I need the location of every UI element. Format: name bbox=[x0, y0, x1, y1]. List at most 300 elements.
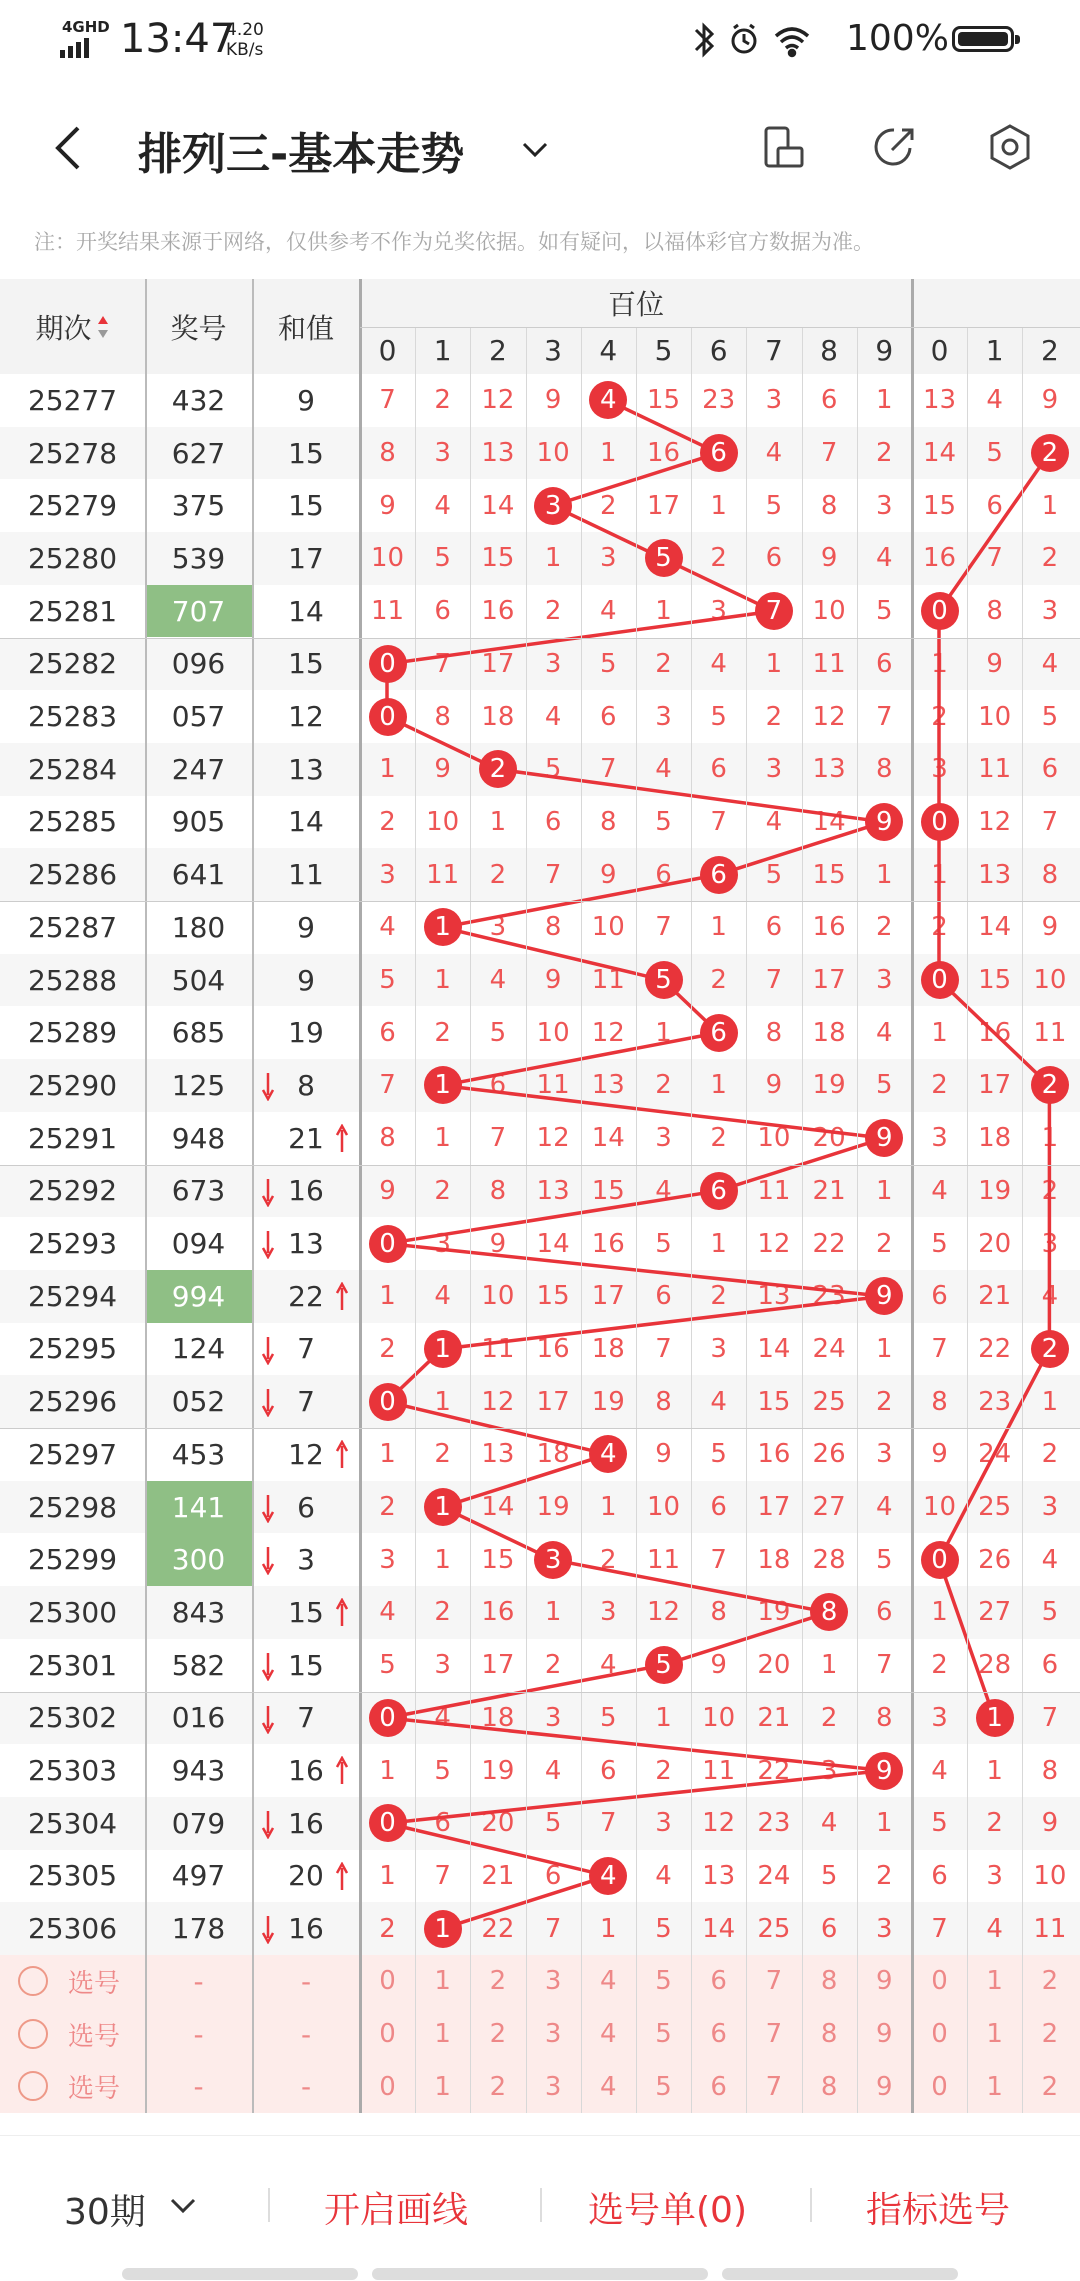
pick-digit[interactable]: 4 bbox=[600, 2019, 617, 2050]
header-digit-tens: 1 bbox=[985, 334, 1004, 367]
miss-count: 26 bbox=[812, 1439, 846, 1470]
hundreds-cell bbox=[581, 1692, 636, 1745]
miss-count: 2 bbox=[434, 1439, 451, 1470]
pick-digit[interactable]: 2 bbox=[1041, 2071, 1059, 2102]
tens-cell bbox=[967, 1006, 1022, 1059]
winning-number-cell: 504 bbox=[171, 963, 226, 997]
tens-cell bbox=[967, 1797, 1022, 1850]
header-digit: 8 bbox=[820, 334, 838, 367]
miss-count: 23 bbox=[702, 385, 736, 416]
miss-count: 2 bbox=[710, 1123, 727, 1154]
arrow-down-icon bbox=[262, 1387, 274, 1417]
hundreds-cell bbox=[857, 1902, 912, 1955]
period-cell: 25286 bbox=[27, 858, 118, 892]
miss-count: 16 bbox=[536, 1333, 570, 1364]
miss-count: 17 bbox=[978, 1070, 1012, 1101]
miss-count: 4 bbox=[434, 490, 451, 521]
miss-count: 7 bbox=[489, 1123, 507, 1154]
hit-ball: 1 bbox=[424, 908, 462, 946]
pick-digit[interactable]: 3 bbox=[544, 1966, 562, 1997]
pick-digit[interactable]: 0 bbox=[379, 2071, 396, 2102]
table-row bbox=[0, 1744, 1080, 1797]
miss-count: 2 bbox=[931, 912, 948, 943]
hundreds-cell bbox=[857, 532, 912, 585]
miss-count: 1 bbox=[600, 1913, 617, 1944]
miss-count: 28 bbox=[978, 1650, 1012, 1681]
table-row bbox=[0, 479, 1080, 532]
pick-digit[interactable]: 1 bbox=[986, 2019, 1003, 2050]
ticket-button[interactable]: 选号单(0) bbox=[588, 2190, 747, 2231]
sort-icon[interactable] bbox=[96, 312, 110, 342]
hundreds-cell bbox=[802, 1323, 857, 1376]
miss-count: 9 bbox=[379, 1175, 396, 1206]
pick-digit[interactable]: 1 bbox=[986, 1966, 1003, 1997]
pick-digit[interactable]: 1 bbox=[434, 2019, 451, 2050]
hundreds-cell bbox=[746, 690, 801, 743]
hundreds-cell bbox=[360, 954, 415, 1007]
indicator-pick-button[interactable]: 指标选号 bbox=[866, 2190, 1011, 2231]
tens-cell bbox=[967, 796, 1022, 849]
miss-count: 4 bbox=[544, 1755, 562, 1786]
hundreds-cell bbox=[470, 796, 525, 849]
table-row bbox=[0, 374, 1080, 427]
pick-checkbox[interactable] bbox=[18, 2019, 48, 2049]
miss-count: 5 bbox=[379, 1650, 396, 1681]
header-period[interactable] bbox=[0, 279, 145, 374]
hundreds-cell bbox=[691, 1481, 746, 1534]
miss-count: 3 bbox=[655, 1123, 672, 1154]
hundreds-cell bbox=[802, 796, 857, 849]
miss-count: 19 bbox=[481, 1755, 515, 1786]
hundreds-cell bbox=[636, 1270, 691, 1323]
miss-count: 4 bbox=[1041, 1544, 1059, 1575]
tens-cell bbox=[967, 1744, 1022, 1797]
pick-digit[interactable]: 5 bbox=[655, 2019, 672, 2050]
miss-count: 6 bbox=[655, 1281, 672, 1312]
miss-count: 3 bbox=[1041, 596, 1059, 627]
hundreds-cell bbox=[360, 479, 415, 532]
pick-digit[interactable]: 7 bbox=[765, 1966, 783, 1997]
miss-count: 8 bbox=[655, 1386, 672, 1417]
hundreds-cell bbox=[360, 743, 415, 796]
tens-cell bbox=[1022, 796, 1077, 849]
miss-count: 1 bbox=[986, 1755, 1003, 1786]
hit-ball: 2 bbox=[1031, 434, 1069, 472]
miss-count: 24 bbox=[757, 1860, 791, 1891]
pick-digit[interactable]: 9 bbox=[876, 2071, 893, 2102]
hundreds-cell bbox=[415, 585, 470, 638]
bottom-bar bbox=[0, 2135, 1080, 2281]
hundreds-cell bbox=[802, 1902, 857, 1955]
tens-cell bbox=[912, 743, 967, 796]
battery-icon bbox=[952, 26, 1014, 52]
hundreds-cell bbox=[360, 1797, 415, 1850]
hundreds-cell bbox=[581, 954, 636, 1007]
miss-count: 3 bbox=[876, 490, 893, 521]
miss-count: 3 bbox=[876, 1439, 893, 1470]
winning-number-cell: 094 bbox=[171, 1227, 226, 1261]
miss-count: 11 bbox=[757, 1175, 791, 1206]
miss-count: 8 bbox=[876, 1702, 893, 1733]
tens-cell bbox=[912, 1428, 967, 1481]
sum-cell: 16 bbox=[288, 1806, 324, 1840]
back-icon[interactable] bbox=[46, 120, 96, 176]
miss-count: 5 bbox=[379, 965, 396, 996]
pick-digit[interactable]: 0 bbox=[379, 2019, 396, 2050]
miss-count: 7 bbox=[544, 1913, 562, 1944]
miss-count: 3 bbox=[434, 1228, 451, 1259]
miss-count: 7 bbox=[931, 1913, 948, 1944]
miss-count: 2 bbox=[876, 1860, 893, 1891]
miss-count: 14 bbox=[922, 438, 957, 469]
hit-ball: 6 bbox=[700, 1014, 738, 1052]
hundreds-cell bbox=[360, 1059, 415, 1112]
miss-count: 2 bbox=[434, 1175, 451, 1206]
pick-digit[interactable]: 3 bbox=[544, 2019, 562, 2050]
share-icon[interactable] bbox=[870, 122, 920, 172]
pick-digit[interactable]: 0 bbox=[931, 1966, 948, 1997]
pick-digit[interactable]: 8 bbox=[820, 2019, 838, 2050]
disclaimer-note: 注：开奖结果来源于网络，仅供参考不作为兑奖依据。如有疑问，以福体彩官方数据为准。 bbox=[34, 230, 874, 254]
tens-cell bbox=[1022, 1165, 1077, 1218]
miss-count: 3 bbox=[710, 1333, 727, 1364]
miss-count: 1 bbox=[544, 543, 562, 574]
hundreds-cell bbox=[802, 1006, 857, 1059]
hundreds-cell bbox=[857, 638, 912, 691]
pick-digit[interactable]: 7 bbox=[765, 2071, 783, 2102]
miss-count: 5 bbox=[710, 1439, 727, 1470]
miss-count: 5 bbox=[600, 1702, 617, 1733]
pick-checkbox[interactable] bbox=[18, 1966, 48, 1996]
hundreds-cell bbox=[470, 1323, 525, 1376]
chevron-down-icon[interactable] bbox=[168, 2194, 198, 2218]
arrow-down-icon bbox=[262, 1545, 274, 1575]
pick-digit[interactable]: 4 bbox=[600, 2071, 617, 2102]
pick-digit[interactable]: 6 bbox=[710, 2071, 727, 2102]
pick-digit[interactable]: 4 bbox=[600, 1966, 617, 1997]
hundreds-cell bbox=[636, 690, 691, 743]
miss-count: 22 bbox=[481, 1913, 515, 1944]
miss-count: 17 bbox=[481, 648, 515, 679]
hundreds-cell bbox=[636, 1112, 691, 1165]
table-row bbox=[0, 1850, 1080, 1903]
pick-digit[interactable]: 2 bbox=[489, 2019, 507, 2050]
table-row bbox=[0, 1375, 1080, 1428]
miss-count: 1 bbox=[931, 648, 948, 679]
miss-count: 9 bbox=[986, 648, 1003, 679]
table-row bbox=[0, 585, 1080, 638]
sum-cell: 7 bbox=[297, 1385, 315, 1419]
tens-cell bbox=[967, 1217, 1022, 1270]
miss-count: 16 bbox=[591, 1228, 625, 1259]
hundreds-cell bbox=[691, 1428, 746, 1481]
miss-count: 6 bbox=[765, 912, 783, 943]
hundreds-cell bbox=[470, 1533, 525, 1586]
miss-count: 2 bbox=[600, 1544, 617, 1575]
hundreds-cell bbox=[360, 374, 415, 427]
miss-count: 7 bbox=[379, 1070, 396, 1101]
winning-number-cell: 641 bbox=[171, 858, 226, 892]
hundreds-cell bbox=[857, 690, 912, 743]
period-cell: 25302 bbox=[27, 1701, 118, 1735]
sum-cell: 15 bbox=[288, 1648, 324, 1682]
pick-digit[interactable]: 2 bbox=[1041, 2019, 1059, 2050]
miss-count: 10 bbox=[370, 543, 405, 574]
group-divider bbox=[0, 1428, 1080, 1429]
winning-number-cell: 905 bbox=[171, 805, 226, 839]
miss-count: 2 bbox=[876, 912, 893, 943]
pick-row[interactable] bbox=[0, 2008, 1080, 2061]
miss-count: 11 bbox=[1033, 1913, 1067, 1944]
sum-cell: 9 bbox=[297, 910, 315, 944]
arrow-up-icon bbox=[336, 1282, 348, 1312]
miss-count: 4 bbox=[1041, 648, 1059, 679]
table-row bbox=[0, 690, 1080, 743]
hundreds-cell bbox=[470, 1270, 525, 1323]
hundreds-cell bbox=[636, 1533, 691, 1586]
winning-number-cell: 582 bbox=[171, 1648, 226, 1682]
hundreds-cell bbox=[415, 1692, 470, 1745]
settings-icon[interactable] bbox=[985, 122, 1035, 172]
pick-digit[interactable]: 1 bbox=[434, 1966, 451, 1997]
miss-count: 4 bbox=[434, 1702, 451, 1733]
hundreds-cell bbox=[857, 1428, 912, 1481]
tens-cell bbox=[1022, 1112, 1077, 1165]
tens-cell bbox=[1022, 1797, 1077, 1850]
hundreds-cell bbox=[802, 532, 857, 585]
hundreds-cell bbox=[691, 1006, 746, 1059]
tens-cell bbox=[967, 532, 1022, 585]
miss-count: 4 bbox=[600, 1650, 617, 1681]
section-divider bbox=[359, 279, 362, 2113]
tens-cell bbox=[967, 1481, 1022, 1534]
hundreds-cell bbox=[802, 1639, 857, 1692]
miss-count: 6 bbox=[655, 859, 672, 890]
hundreds-cell bbox=[360, 1112, 415, 1165]
miss-count: 6 bbox=[1041, 754, 1059, 785]
hundreds-cell bbox=[636, 532, 691, 585]
hundreds-cell bbox=[857, 1059, 912, 1112]
sum-cell: 3 bbox=[297, 1543, 315, 1577]
miss-count: 5 bbox=[434, 1755, 451, 1786]
pick-checkbox[interactable] bbox=[18, 2071, 48, 2101]
pick-number: - bbox=[193, 2070, 204, 2104]
miss-count: 3 bbox=[931, 1123, 948, 1154]
miss-count: 19 bbox=[812, 1070, 846, 1101]
pick-digit[interactable]: 6 bbox=[710, 2019, 727, 2050]
miss-count: 18 bbox=[978, 1123, 1012, 1154]
tens-cell bbox=[912, 427, 967, 480]
tens-cell bbox=[1022, 1428, 1077, 1481]
period-cell: 25281 bbox=[27, 594, 118, 628]
tens-cell bbox=[912, 479, 967, 532]
hit-ball: 5 bbox=[645, 1646, 683, 1684]
chevron-down-icon[interactable] bbox=[518, 128, 552, 168]
hundreds-cell bbox=[802, 1375, 857, 1428]
pick-digit[interactable]: 0 bbox=[379, 1966, 396, 1997]
period-selector[interactable]: 30期 bbox=[64, 2192, 146, 2233]
miss-count: 13 bbox=[812, 754, 846, 785]
hundreds-cell bbox=[470, 1375, 525, 1428]
hundreds-cell bbox=[581, 1850, 636, 1903]
miss-count: 2 bbox=[820, 1702, 838, 1733]
pick-digit[interactable]: 5 bbox=[655, 2071, 672, 2102]
miss-count: 2 bbox=[434, 1597, 451, 1628]
miss-count: 20 bbox=[812, 1123, 846, 1154]
pick-digit[interactable]: 8 bbox=[820, 1966, 838, 1997]
hundreds-cell bbox=[636, 1797, 691, 1850]
pick-row[interactable] bbox=[0, 2060, 1080, 2113]
miss-count: 3 bbox=[1041, 1492, 1059, 1523]
hundreds-cell bbox=[360, 1428, 415, 1481]
hundreds-cell bbox=[415, 1323, 470, 1376]
hundreds-cell bbox=[360, 585, 415, 638]
table-row bbox=[0, 1112, 1080, 1165]
hundreds-cell bbox=[581, 1270, 636, 1323]
miss-count: 9 bbox=[655, 1439, 672, 1470]
hundreds-cell bbox=[526, 1639, 581, 1692]
trend-table bbox=[0, 279, 1080, 2115]
pick-digit[interactable]: 1 bbox=[434, 2071, 451, 2102]
sum-cell: 12 bbox=[288, 1437, 324, 1471]
hundreds-cell bbox=[691, 901, 746, 954]
hundreds-cell bbox=[415, 427, 470, 480]
arrow-up-icon bbox=[336, 1124, 348, 1154]
hit-ball: 2 bbox=[1031, 1066, 1069, 1104]
pick-digit[interactable]: 2 bbox=[1041, 1966, 1059, 1997]
sum-cell: 6 bbox=[297, 1490, 315, 1524]
hundreds-cell bbox=[526, 1323, 581, 1376]
hundreds-cell bbox=[636, 743, 691, 796]
hundreds-cell bbox=[415, 796, 470, 849]
miss-count: 6 bbox=[544, 1860, 562, 1891]
hundreds-cell bbox=[526, 1902, 581, 1955]
miss-count: 12 bbox=[757, 1228, 791, 1259]
miss-count: 13 bbox=[978, 859, 1012, 890]
hundreds-cell bbox=[802, 1481, 857, 1534]
pick-digit[interactable]: 0 bbox=[931, 2071, 948, 2102]
hundreds-cell bbox=[360, 1323, 415, 1376]
tens-cell bbox=[1022, 1533, 1077, 1586]
sum-cell: 7 bbox=[297, 1332, 315, 1366]
tens-cell bbox=[912, 1375, 967, 1428]
hundreds-cell bbox=[360, 1850, 415, 1903]
miss-count: 2 bbox=[379, 1913, 396, 1944]
miss-count: 3 bbox=[544, 1702, 562, 1733]
arrow-up-icon bbox=[336, 1598, 348, 1628]
miss-count: 1 bbox=[379, 1755, 396, 1786]
hundreds-cell bbox=[636, 1639, 691, 1692]
hundreds-cell bbox=[857, 1797, 912, 1850]
period-cell: 25306 bbox=[27, 1912, 118, 1946]
hundreds-cell bbox=[415, 1270, 470, 1323]
arrow-down-icon bbox=[262, 1493, 274, 1523]
hundreds-cell bbox=[415, 1533, 470, 1586]
hundreds-cell bbox=[470, 374, 525, 427]
sum-cell: 8 bbox=[297, 1068, 315, 1102]
miss-count: 9 bbox=[820, 543, 838, 574]
pick-digit[interactable]: 2 bbox=[489, 2071, 507, 2102]
table-row bbox=[0, 1270, 1080, 1323]
pick-digit[interactable]: 9 bbox=[876, 2019, 893, 2050]
hundreds-cell bbox=[581, 848, 636, 901]
miss-count: 15 bbox=[646, 385, 681, 416]
miss-count: 21 bbox=[757, 1702, 791, 1733]
tens-cell bbox=[912, 1270, 967, 1323]
miss-count: 14 bbox=[481, 490, 515, 521]
miss-count: 6 bbox=[931, 1860, 948, 1891]
miss-count: 4 bbox=[655, 1175, 672, 1206]
draw-line-button[interactable]: 开启画线 bbox=[324, 2190, 469, 2231]
hundreds-cell bbox=[415, 848, 470, 901]
hundreds-cell bbox=[581, 1059, 636, 1112]
hundreds-cell bbox=[746, 1692, 801, 1745]
hundreds-cell bbox=[526, 743, 581, 796]
hundreds-cell bbox=[802, 1165, 857, 1218]
miss-count: 27 bbox=[812, 1492, 846, 1523]
miss-count: 21 bbox=[481, 1860, 515, 1891]
header-hundreds: 百位 bbox=[607, 288, 664, 321]
pick-digit[interactable]: 0 bbox=[931, 2019, 948, 2050]
header-digit: 0 bbox=[378, 334, 397, 367]
hundreds-cell bbox=[360, 1639, 415, 1692]
pick-digit[interactable]: 5 bbox=[655, 1966, 672, 1997]
miss-count: 6 bbox=[1041, 1650, 1059, 1681]
miss-count: 6 bbox=[710, 754, 727, 785]
winning-number-cell: 994 bbox=[145, 1270, 252, 1323]
winning-number-cell: 079 bbox=[171, 1806, 226, 1840]
pick-digit[interactable]: 2 bbox=[489, 1966, 507, 1997]
sum-cell: 13 bbox=[288, 752, 324, 786]
miss-count: 2 bbox=[876, 1228, 893, 1259]
tens-cell bbox=[912, 1902, 967, 1955]
period-cell: 25294 bbox=[27, 1279, 118, 1313]
miss-count: 7 bbox=[1041, 1702, 1059, 1733]
table-row bbox=[0, 1533, 1080, 1586]
miss-count: 16 bbox=[481, 1597, 515, 1628]
arrow-down-icon bbox=[262, 1177, 274, 1207]
pick-digit[interactable]: 7 bbox=[765, 2019, 783, 2050]
pick-digit[interactable]: 6 bbox=[710, 1966, 727, 1997]
pick-digit[interactable]: 9 bbox=[876, 1966, 893, 1997]
miss-count: 3 bbox=[876, 1913, 893, 1944]
hundreds-cell bbox=[526, 1112, 581, 1165]
hundreds-cell bbox=[746, 848, 801, 901]
tens-cell bbox=[912, 954, 967, 1007]
miss-count: 2 bbox=[434, 385, 451, 416]
miss-count: 10 bbox=[536, 438, 570, 469]
pick-row[interactable] bbox=[0, 1955, 1080, 2008]
pick-digit[interactable]: 3 bbox=[544, 2071, 562, 2102]
hundreds-cell bbox=[691, 1323, 746, 1376]
pick-digit[interactable]: 8 bbox=[820, 2071, 838, 2102]
hundreds-cell bbox=[581, 796, 636, 849]
group-divider bbox=[0, 638, 1080, 639]
tens-cell bbox=[1022, 479, 1077, 532]
pick-digit[interactable]: 1 bbox=[986, 2071, 1003, 2102]
rotate-screen-icon[interactable] bbox=[758, 122, 808, 172]
hundreds-cell bbox=[470, 1481, 525, 1534]
miss-count: 1 bbox=[765, 648, 783, 679]
column-divider bbox=[252, 279, 254, 2113]
page-title[interactable]: 排列三-基本走势 bbox=[138, 129, 465, 180]
sum-cell: 22 bbox=[288, 1279, 324, 1313]
miss-count: 12 bbox=[646, 1597, 681, 1628]
hundreds-cell bbox=[581, 427, 636, 480]
period-cell: 25303 bbox=[27, 1754, 118, 1788]
miss-count: 3 bbox=[434, 1650, 451, 1681]
hundreds-cell bbox=[746, 743, 801, 796]
